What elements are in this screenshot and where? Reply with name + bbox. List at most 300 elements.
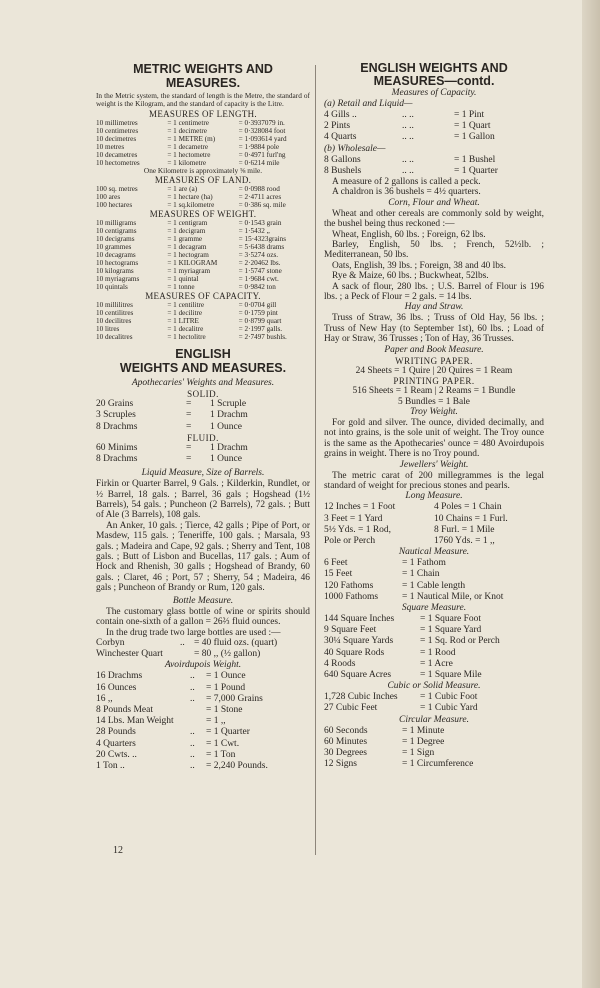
table-cell: 10 quintals [96,283,128,292]
wholesale-heading: (b) Wholesale— [324,143,386,154]
table-cell: = 1 Circumference [402,759,474,770]
circular-heading: Circular Measure. [398,714,469,725]
table-cell: 20 Cwts. .. [96,749,137,760]
table-cell: = 1 gramme [167,235,203,244]
table-row [324,692,544,703]
table-cell: = 0·1759 pint [238,309,278,318]
table-cell: = 5·6438 drams [238,243,285,252]
table-cell: 640 Square Acres [324,670,392,680]
solid-heading: SOLID. [187,389,219,400]
table-cell: = 2·20462 lbs. [238,259,281,268]
table-cell: = 1 Sign [402,748,435,759]
fluid-table [96,443,310,465]
table-row [96,325,310,333]
table-cell: = 0·9842 ton [238,283,276,292]
table-row [324,748,544,759]
table-row [96,127,310,135]
table-row [324,636,544,647]
table-cell: .. .. [402,121,414,132]
table-row [96,275,310,283]
table-row [96,454,310,465]
table-cell: 60 Minutes [324,736,368,747]
table-row [96,119,310,127]
table-cell: 3 Feet = 1 Yard [324,513,383,524]
table-row [324,155,544,166]
table-cell: .. .. [402,165,414,176]
table-cell: = 1 decametre [167,142,209,151]
table-cell: 10 Chains = 1 Furl. [434,513,508,524]
table-cell: 1000 Fathoms [324,591,379,602]
table-cell: 8 Drachms [96,454,138,465]
table-cell: = 1 hectometre [167,150,211,159]
liquid-paragraph-1: Firkin or Quarter Barrel, 9 Gals. ; Kilderkin, Rundlet, or ½ Barrel, 18 gals. ; Barrel, 36 gals ; Hogshead (1½ Barrels), 54 gals. ; Puncheon (2 Barrels), 72 gals. ; Butt of Ale (3 Barrels), 108 gals. [96,479,310,521]
table-cell: = 1 Acre [420,658,453,669]
cubic-table [324,692,544,714]
table-row [96,671,310,682]
table-cell: 12 Signs [324,759,357,770]
table-row [96,333,310,341]
table-cell: .. [190,738,195,749]
long-table [324,502,544,547]
weight-heading: MEASURES OF WEIGHT. [149,209,257,220]
table-cell: 8 Drachms [96,421,138,432]
table-cell: = 1 ,, [206,716,226,727]
table-cell: 10 millilitres [96,301,133,310]
table-cell: 5½ Yds. = 1 Rod, [324,524,392,535]
writing-heading: WRITING PAPER. [395,355,473,366]
table-row [96,309,310,317]
table-cell: = 1 centigram [167,219,208,228]
solid-table [96,399,310,433]
table-cell: 10 metres [96,142,125,151]
table-cell: 1 Drachm [210,442,248,453]
circular-table [324,726,544,771]
avoir-table [96,671,310,772]
table-cell: 10 decigrams [96,235,135,244]
table-cell: 15 Feet [324,569,353,580]
table-cell: = 0·4971 furl'ng [238,150,286,159]
table-row [96,267,310,275]
table-cell: Corbyn [96,637,125,648]
table-row [324,502,544,513]
bottle-paragraph-1: The customary glass bottle of wine or spirits should contain one-sixth of a gallon = 26⅔ fluid ounces. [96,606,310,628]
apoth-heading: Apothecaries' Weights and Measures. [131,378,275,389]
table-cell: 100 sq. metres [96,185,138,194]
long-heading: Long Measure. [405,491,463,502]
table-cell: 1760 Yds. = 1 ,, [434,535,495,546]
table-cell: 10 grammes [96,243,132,252]
table-cell: 27 Cubic Feet [324,703,378,714]
right-column [324,62,544,770]
table-cell: = 1 Cable length [402,580,466,591]
avoir-heading: Avoirdupois Weight. [164,660,242,671]
retail-table [324,110,544,144]
table-row [96,694,310,705]
hay-paragraph: Truss of Straw, 36 lbs. ; Truss of Old Hay, 56 lbs. ; Truss of New Hay (to September 1st), 60 lbs. ; Load of Hay or Straw, 36 Trusses ; Ton of Hay, 36 Trusses. [324,313,544,345]
table-cell: = 1 Quart [454,121,491,132]
table-cell: = 2·4711 acres [238,193,282,202]
table-cell: 60 Minims [96,442,138,453]
table-cell: = 40 fluid ozs. (quart) [194,637,278,648]
metric-title: METRIC WEIGHTS AND [133,62,273,76]
table-row [96,739,310,750]
table-cell: = 1 Degree [402,736,445,747]
table-cell: .. .. [402,110,414,120]
table-cell: 12 Inches = 1 Foot [324,502,396,513]
table-row [324,166,544,177]
table-row [96,301,310,309]
table-cell: 10 milligrams [96,219,137,228]
table-cell: = 1 are (a) [167,185,198,194]
table-row [96,683,310,694]
troy-paragraph: For gold and silver. The ounce, divided decimally, and not into grains, is the sole unit of weight. The Troy ounce is the same as the Apothecaries' ounce = 480 Avoirdupois grains in weight. There is no Troy pound. [324,417,544,460]
table-cell: 10 millimetres [96,118,138,127]
table-cell: 30 Degrees [324,748,367,759]
table-cell: Winchester Quart [96,649,163,660]
table-cell: 10 myriagrams [96,275,140,284]
table-cell: 4 Gills .. [324,110,357,120]
table-cell: = 1 hectogram [167,251,209,260]
nautical-table [324,558,544,603]
table-cell: = 2,240 Pounds. [206,760,268,771]
table-cell: 10 decagrams [96,251,136,260]
wholesale-table [324,155,544,177]
table-cell: = 1 decagram [167,243,207,252]
table-row [324,726,544,737]
paper-heading: Paper and Book Measure. [384,344,484,355]
liquid-paragraph-2: An Anker, 10 gals. ; Tierce, 42 galls ; Pipe of Port, or Masdew, 115 gals. ; Teneriffe, 100 gals. ; Marsala, 93 gals. ; Madeira and Cape, 92 gals. ; Sherry and Tent, 108 gals. ; Butt of Lisbon and Bucellas, 117 gals. ; Aum of Hock and Rhenish, 30 galls ; Hogshead of Brandy, 60 gals. ; Claret, 46 ; Port, 57 ; Sherry, 54 ; Madeira, 46 gals ; Puncheon of Brandy or Rum, 120 gals. [96,520,310,594]
table-cell: = 1 Pound [206,682,246,693]
table-row [324,703,544,714]
table-row [324,558,544,569]
table-cell: = 1 Chain [402,569,440,580]
table-row [324,536,544,547]
table-row [324,737,544,748]
printing-line-2: 5 Bundles = 1 Bale [398,396,470,407]
table-cell: = 1 hectare (ha) [167,193,213,202]
table-cell: = 1 Cubic Yard [420,703,478,714]
table-cell: 8 Gallons [324,154,361,165]
table-row [324,670,544,681]
table-cell: = 1 KILOGRAM [167,259,218,268]
capacity-table [96,301,310,341]
table-cell: = 1 decilitre [167,309,203,318]
table-cell [190,705,206,716]
bottle-table [96,638,310,660]
table-cell: = [186,410,192,421]
table-cell: 10 decimetres [96,134,137,143]
table-cell: 144 Square Inches [324,613,395,624]
table-cell: = 1 Ton [206,749,236,760]
metric-title-2: MEASURES. [165,76,241,90]
table-cell: .. [190,749,195,760]
table-cell: 28 Pounds [96,727,136,738]
table-row [96,193,310,201]
table-cell: 1 Drachm [210,410,248,421]
table-cell: = 1 Minute [402,725,445,736]
table-cell: 100 ares [96,193,121,202]
table-cell: = 1 Sq. Rod or Perch [420,636,500,647]
peck-line: A measure of 2 gallons is called a peck. [332,177,481,188]
table-row [96,227,310,235]
table-cell: = 1 Gallon [454,132,495,143]
table-cell: = 1 Rood [420,647,456,658]
table-cell: = 1 Cubic Foot [420,692,478,703]
table-row [96,399,310,410]
table-cell: = 0·0704 gill [238,301,277,310]
table-cell: .. .. [402,154,414,165]
square-table [324,614,544,681]
table-row [96,638,310,649]
table-cell: = 1 Stone [206,704,243,715]
table-row [324,625,544,636]
fluid-heading: FLUID. [187,432,219,443]
table-cell: = 15·4323grains [238,235,287,244]
table-cell: 120 Fathoms [324,580,374,591]
table-cell: 8 Bushels [324,165,362,176]
table-cell: = 1 Pint [454,110,485,120]
table-cell: 4 Roods [324,658,356,669]
corn-paragraph-3: Barley, English, 50 lbs. ; French, 52½lb. ; Mediterranean, 50 lbs. [324,240,544,261]
length-heading: MEASURES OF LENGTH. [149,108,257,119]
land-heading: MEASURES OF LAND. [154,175,252,186]
table-cell: 4 Quarters [96,738,136,749]
table-row [96,443,310,454]
table-cell: = 1 myriagram [167,267,211,276]
table-cell: 16 ,, [96,693,113,704]
table-row [96,283,310,291]
table-cell: 3 Scruples [96,410,136,421]
table-cell: = 0·6214 mile [238,158,280,167]
table-cell: = 1 Square Yard [420,625,482,636]
capacity-heading: MEASURES OF CAPACITY. [145,291,261,302]
table-cell: 10 hectometres [96,158,140,167]
table-cell: = 0·0988 rood [238,185,280,194]
column-divider [315,65,316,855]
table-row [96,185,310,193]
table-cell: Pole or Perch [324,535,376,546]
table-cell: .. [190,682,195,693]
table-cell: = 1 Square Foot [420,613,482,624]
jewel-heading: Jewellers' Weight. [399,459,469,470]
table-cell: = 80 ,, (½ gallon) [194,649,261,660]
corn-paragraph-4: Oats, English, 39 lbs. ; Foreign, 38 and 40 lbs. [332,260,506,271]
bottle-paragraph-2: In the drug trade two large bottles are used :— [106,627,281,638]
table-cell: = 1 Ounce [206,671,246,682]
table-row [96,727,310,738]
writing-line: 24 Sheets = 1 Quire | 20 Quires = 1 Ream [355,365,513,376]
table-row [96,410,310,421]
table-cell: 1 Ounce [210,421,242,432]
table-cell: = 1 decimetre [167,126,207,135]
square-heading: Square Measure. [401,602,467,613]
table-cell: = 1·5747 stone [238,267,282,276]
table-row [96,750,310,761]
corn-paragraph-6: A sack of flour, 280 lbs. ; U.S. Barrel of Flour is 196 lbs. ; a Peck of Flour = 2 gals. = 14 lbs. [324,281,544,303]
english-title-2: WEIGHTS AND MEASURES. [119,361,287,376]
table-cell: 1,728 Cubic Inches [324,692,398,703]
table-row [96,243,310,251]
table-row [96,259,310,267]
table-cell: .. [180,637,185,648]
table-cell: .. [190,727,195,738]
table-row [96,761,310,772]
table-cell: = 1 hectolitre [167,333,206,342]
table-cell: 10 decilitres [96,317,132,326]
table-cell: 10 hectograms [96,259,139,268]
retail-heading: (a) Retail and Liquid— [324,99,413,109]
table-cell: 4 Poles = 1 Chain [434,502,502,513]
table-cell: = 1 kilometre [167,158,207,167]
chaldron-line: A chaldron is 36 bushels = 4½ quarters. [332,187,481,198]
table-cell: = 1 centimetre [167,118,209,127]
table-cell: 40 Square Rods [324,647,385,658]
table-cell: = 2·7497 bushls. [238,333,287,342]
table-cell: 100 hectares [96,201,133,210]
table-cell: .. [190,693,195,704]
table-cell: = 1 Fathom [402,558,446,569]
table-cell: 9 Square Feet [324,625,377,636]
table-cell: 16 Drachms [96,671,143,682]
table-cell: .. [190,671,195,682]
printing-heading: PRINTING PAPER. [393,376,475,387]
corn-paragraph-1: Wheat and other cereals are commonly sold by weight, the bushel being thus reckoned :— [324,208,544,230]
table-row [324,648,544,659]
table-cell: 1 Ounce [210,454,242,465]
table-cell: 16 Ounces [96,682,137,693]
table-cell: 30¼ Square Yards [324,636,394,647]
table-cell: = 1·9884 pole [238,142,280,151]
table-row [96,251,310,259]
table-cell: = 1·5432 „ [238,227,270,236]
table-cell: = 1 Nautical Mile, or Knot [402,591,504,602]
left-column [96,62,310,772]
troy-heading: Troy Weight. [410,406,458,417]
table-row [96,422,310,433]
table-cell: 10 kilograms [96,267,134,276]
table-row [96,716,310,727]
english-title: ENGLISH [175,347,231,362]
land-table [96,185,310,209]
weight-table [96,219,310,291]
table-row [324,581,544,592]
table-row [324,525,544,536]
table-cell: = 0·3937079 in. [238,118,285,127]
table-cell: = 0·8799 quart [238,317,282,326]
table-row [96,135,310,143]
table-cell: .. [190,760,195,771]
table-row [324,132,544,143]
table-row [324,514,544,525]
jewel-paragraph: The metric carat of 200 millegrammes is the legal standard of weight for precious stones and pearls. [324,470,544,491]
table-cell: = [186,454,192,465]
table-cell: = 1 Cwt. [206,738,240,749]
table-row [96,317,310,325]
table-cell: = 1 decigram [167,227,206,236]
table-cell: 10 centigrams [96,227,137,236]
table-cell: = 0·386 sq. mile [238,201,286,210]
table-cell: = [186,442,192,453]
table-cell: = 1 Bushel [454,154,496,165]
table-row [324,614,544,625]
table-cell [180,649,194,660]
table-cell: = [186,399,192,410]
table-cell: 10 litres [96,325,120,334]
right-title-2: MEASURES—contd. [373,74,495,88]
page-number: 12 [113,845,123,856]
table-row [96,201,310,209]
table-row [96,705,310,716]
table-cell: 20 Grains [96,399,134,410]
table-row [324,759,544,770]
corn-paragraph-2: Wheat, English, 60 lbs. ; Foreign, 62 lbs. [332,229,486,240]
printing-line-1: 516 Sheets = 1 Ream | 2 Reams = 1 Bundle [352,386,516,397]
hay-heading: Hay and Straw. [404,302,464,313]
table-cell: 8 Pounds Meat [96,704,153,715]
table-cell: .. .. [402,132,414,143]
table-cell: = 1 Quarter [206,727,250,738]
table-cell: = 1·093614 yard [238,134,287,143]
table-cell: 6 Feet [324,558,348,569]
table-cell: 1 Scruple [210,399,247,410]
table-cell: = 3·5274 ozs. [238,251,279,260]
table-cell: 10 centimetres [96,126,139,135]
table-cell: 10 centilitres [96,309,134,318]
table-row [96,151,310,159]
table-cell: = 1 Quarter [454,165,498,176]
table-cell: 8 Furl. = 1 Mile [434,524,495,535]
table-cell: 14 Lbs. Man Weight [96,716,174,727]
corn-paragraph-5: Rye & Maize, 60 lbs. ; Buckwheat, 52lbs. [332,271,489,282]
table-cell: 2 Pints [324,121,351,132]
table-row [324,121,544,132]
table-cell: = 1 quintal [167,275,199,284]
table-row [96,235,310,243]
right-title: ENGLISH WEIGHTS AND [360,61,508,75]
table-row [96,219,310,227]
table-cell: = 1 centilitre [167,301,205,310]
bottle-heading: Bottle Measure. [172,595,234,606]
table-row [324,110,544,121]
table-cell: = 7,000 Grains [206,693,263,704]
table-cell: = 1 METRE (m) [167,134,216,143]
table-row [324,569,544,580]
table-cell: = 0·1543 grain [238,219,282,228]
table-cell: = 2·1997 galls. [238,325,283,334]
table-cell: = 1 Square Mile [420,670,482,680]
table-cell: 4 Quarts [324,132,357,143]
table-row [324,592,544,603]
table-cell: = 1 sq.kilometre [167,201,215,210]
km-note: One Kilometre is approximately ⅝ mile. [143,165,263,175]
length-table [96,119,310,167]
table-cell: = 1 LITRE [167,317,199,326]
table-cell: 60 Seconds [324,725,368,736]
capacity-measures-heading: Measures of Capacity. [391,88,477,98]
table-cell: = 0·328084 foot [238,126,286,135]
page-edge [582,0,600,988]
table-cell: 10 decalitres [96,333,133,342]
table-cell: = 1 decalitre [167,325,204,334]
metric-intro: In the Metric system, the standard of length is the Metre, the standard of weight is the Kilogram, and the standard of capacity is the Litre. [96,91,310,109]
table-cell [190,716,206,727]
nautical-heading: Nautical Measure. [398,547,470,558]
liquid-heading: Liquid Measure, Size of Barrels. [141,468,265,479]
table-row [96,143,310,151]
table-row [324,659,544,670]
cubic-heading: Cubic or Solid Measure. [387,681,481,692]
corn-heading: Corn, Flour and Wheat. [388,197,480,208]
